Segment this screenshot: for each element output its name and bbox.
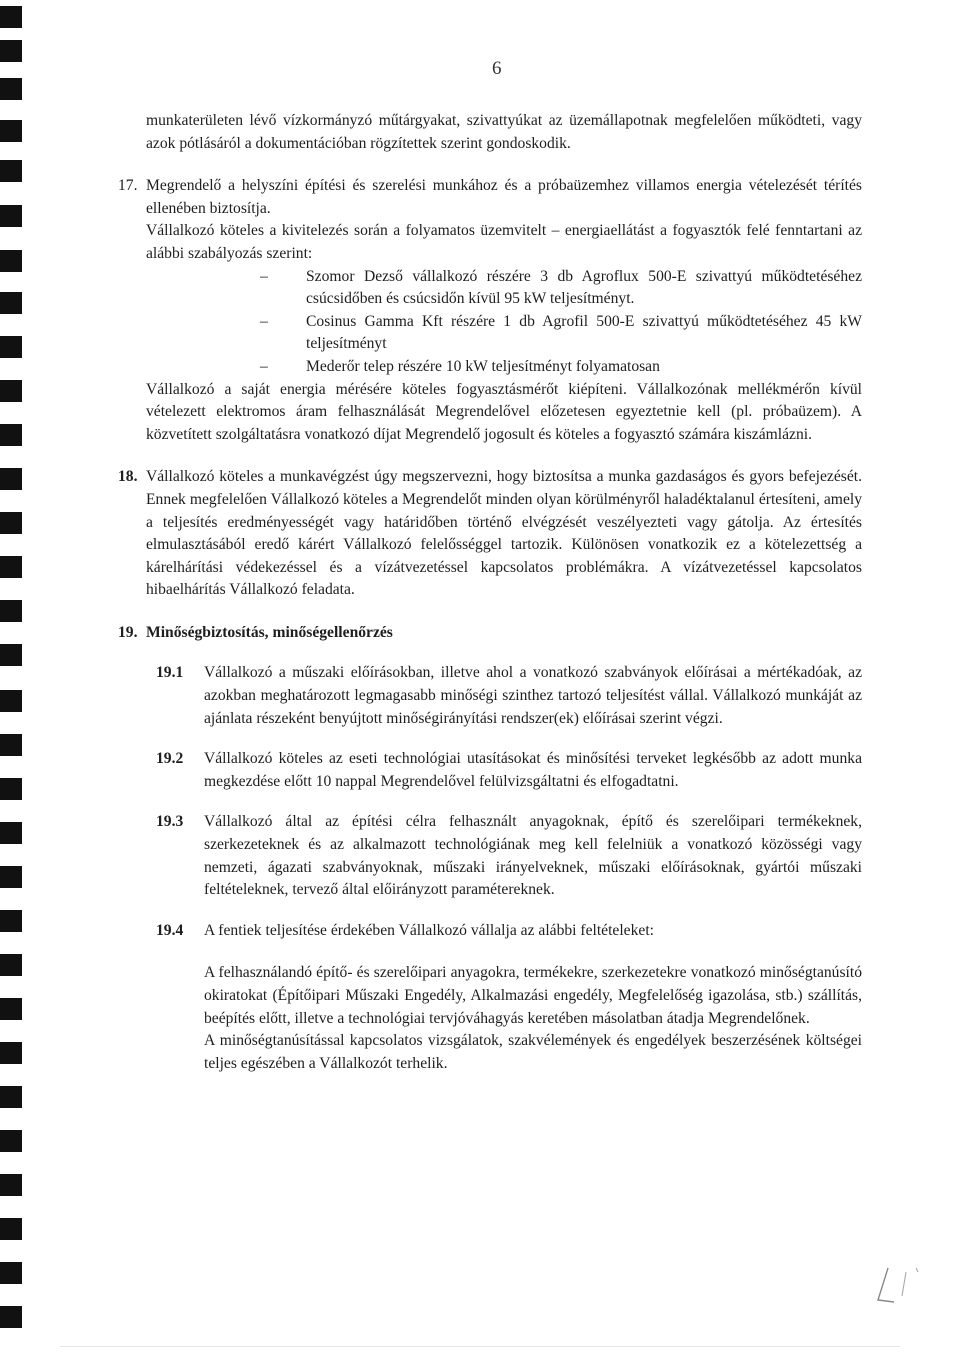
initials-signature	[872, 1262, 936, 1310]
subsection-number: 19.1	[156, 664, 184, 682]
subsection-number: 19.3	[156, 813, 184, 831]
section-19-title: Minőségbiztosítás, minőségellenőrzés	[146, 623, 393, 641]
subsection-text: A fentiek teljesítése érdekében Vállalkozó vállalja az alábbi feltételeket:	[204, 921, 654, 939]
subsection-text: Vállalkozó köteles az eseti technológiai utasításokat és minősítési terveket legkésőbb az adott munka megkezdése előtt 10 nappal Megrendelővel felülvizsgáltatni és elfogadtatni.	[204, 750, 862, 790]
section-17-paragraph-1: Megrendelő a helyszíni építési és szerelési munkához és a próbaüzemhez villamos energia vételezését térítés ellenében biztosítja.	[146, 177, 862, 217]
section-17-paragraph-3: Vállalkozó a saját energia mérésére köteles fogyasztásmérőt kiépíteni. Vállalkozónak mellékmérőn kívül vételezett elektromos áram felhasználását Megrendelővel előzetesen egyeztetnie kell (pl. próbaüzem). A közvetített szolgáltatásra vonatkozó díjat Megrendelő jogosult és köteles a fogyasztó számára kiszámlázni.	[146, 380, 862, 443]
section-17-paragraph-2: Vállalkozó köteles a kivitelezés során a folyamatos üzemvitelt – energiaellátást a fogyasztók felé fenntartani az alábbi szabályozás szerint:	[146, 222, 862, 262]
binding-margin	[0, 0, 26, 1358]
section-18-paragraph: Vállalkozó köteles a munkavégzést úgy megszervezni, hogy biztosítsa a munka gazdaságos és gyors befejezését. Ennek megfelelően Vállalkozó köteles a Megrendelőt minden olyan körülményről haladéktalanul értesíteni, amely a teljesítés eredményességét vagy határidőben történő elvégzését veszélyezteti vagy gátolja. Az értesítés elmulasztásából eredő kárért Vállalkozó felelősséggel tartozik. Különösen vonatkozik ez a kötelezettség a kárelhárítási védekezéssel és a vízátvezetéssel kapcsolatos problémákra. A vízátvezetéssel kapcsolatos hibaelhárítás Vállalkozó feladata.	[146, 468, 862, 599]
section-19-number: 19.	[118, 623, 138, 641]
list-item: – Szomor Dezső vállalkozó részére 3 db Agroflux 500-E szivattyú működtetéséhez csúcsidőben és csúcsidőn kívül 95 kW teljesítményt.	[260, 267, 862, 308]
subsection-19-1	[146, 662, 862, 730]
section-17	[118, 175, 862, 446]
subsection-19-4	[146, 920, 862, 943]
quality-certificates-paragraph: A felhasználandó építő- és szerelőipari anyagokra, termékekre, szerkezetekre vonatkozó minőségtanúsító okiratokat (Építőipari Műszaki Engedély, Alkalmazási engedély, Megfelelőség igazolása, stb.) szállítás, beépítés előtt, illetve a technológiai tervjóváhagyás keretében másolatban átadja Megrendelőnek.	[204, 964, 862, 1027]
subsection-number: 19.2	[156, 750, 184, 768]
section-18	[118, 466, 862, 602]
list-item: – Mederőr telep részére 10 kW teljesítményt folyamatosan	[260, 357, 660, 375]
document-body	[118, 110, 862, 1075]
subsection-19-4-body	[146, 962, 862, 1075]
subsection-text: Vállalkozó a műszaki előírásokban, illetve ahol a vonatkozó szabványok előírásai a mértékadóak, az azokban meghatározott legmagasabb minőségi szinthez tartozó teljesítést vállal. Vállalkozó munkáját az ajánlata részeként benyújtott minőségirányítási rendszer(ek) előírásai szerint végzi.	[204, 664, 862, 727]
power-supply-list	[146, 266, 862, 379]
quality-costs-paragraph: A minőségtanúsítással kapcsolatos vizsgálatok, szakvélemények és engedélyek beszerzésének költségei teljes egészében a Vállalkozót terhelik.	[204, 1032, 862, 1072]
subsection-19-2	[146, 748, 862, 793]
intro-paragraph: munkaterületen lévő vízkormányzó műtárgyakat, szivattyúkat az üzemállapotnak megfelelően működteti, vagy azok pótlásáról a dokumentációban rögzítettek szerint gondoskodik.	[146, 112, 862, 152]
page-number: 6	[492, 58, 502, 79]
subsection-text: Vállalkozó által az építési célra felhasznált anyagoknak, építő és szerelőipari termékeknek, szerkezeteknek és az alkalmazott technológiának meg kell felelniük a vonatkozó közösségi vagy nemzeti, ágazati szabványoknak, műszaki irányelveknek, műszaki előírásoknak, gyártói műszaki feltételeknek, tervező által előirányzott paramétereknek.	[204, 813, 862, 899]
list-item: – Cosinus Gamma Kft részére 1 db Agrofil 500-E szivattyú működtetéséhez 45 kW teljesítményt	[260, 312, 862, 353]
section-17-number: 17.	[118, 177, 138, 195]
section-18-number: 18.	[118, 468, 138, 486]
page-bottom-rule	[60, 1346, 900, 1347]
subsection-number: 19.4	[156, 921, 184, 939]
subsection-19-3	[146, 811, 862, 901]
section-19	[118, 622, 862, 1076]
